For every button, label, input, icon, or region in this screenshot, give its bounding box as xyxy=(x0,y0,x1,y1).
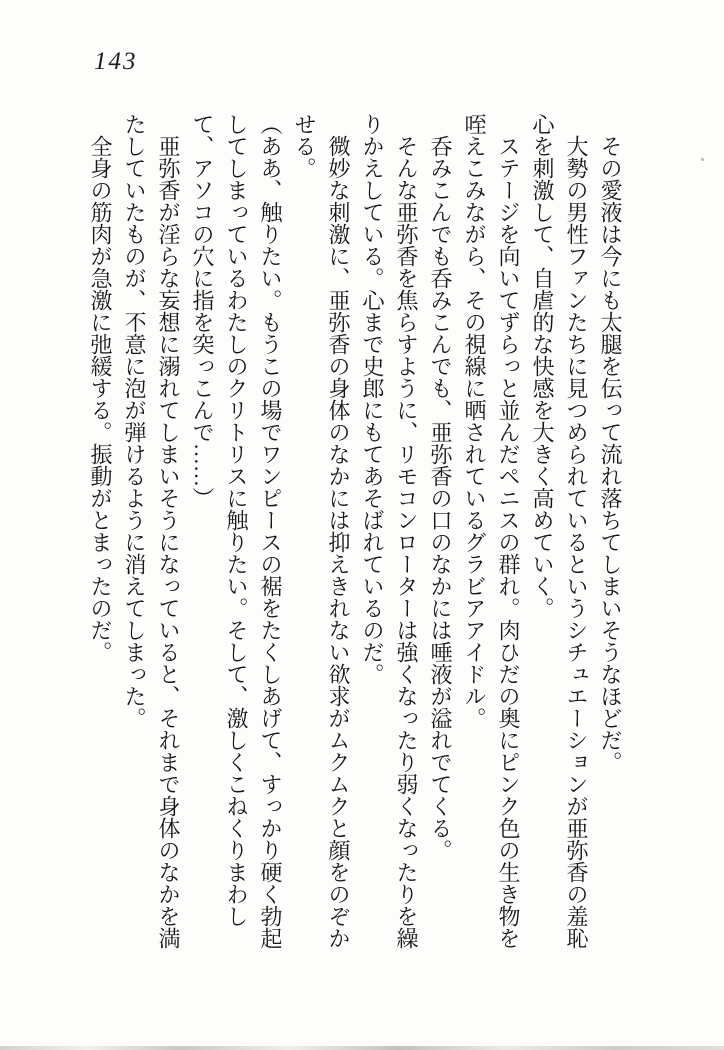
paragraph: （ああ、触りたい。もうこの場でワンピースの裾をたくしあげて、すっかり硬く勃起してしまっているわたしのクリトリスに触りたい。そして、激しくこねくりまわして、アソコの穴に指を突っこんで……） xyxy=(190,113,283,949)
paragraph: そんな亜弥香を焦らすように、リモコンローターは強くなったり弱くなったりを繰りかえしている。心まで史郎にもてあそばれているのだ。 xyxy=(360,113,419,949)
paragraph: 微妙な刺激に、亜弥香の身体のなかには抑えきれない欲求がムクムクと顔をのぞかせる。 xyxy=(292,113,351,949)
text-block xyxy=(81,113,627,953)
paragraph: 全身の筋肉が急激に弛緩する。振動がとまったのだ。 xyxy=(88,135,113,663)
scan-speck xyxy=(701,158,704,161)
paragraph: 呑みこんでも呑みこんでも、亜弥香の口のなかには唾液が溢れでてくる。 xyxy=(428,135,453,861)
paragraph: 亜弥香が淫らな妄想に溺れてしまいそうになっていると、それまで身体のなかを満たしていたものが、不意に泡が弾けるように消えてしまった。 xyxy=(122,113,181,949)
paragraph: 大勢の男性ファンたちに見つめられているというシチュエーションが亜弥香の羞恥心を刺激して、自虐的な快感を大きく高めていく。 xyxy=(530,113,589,949)
paragraph: ステージを向いてずらっと並んだペニスの群れ。肉ひだの奥にピンク色の生き物を咥えこみながら、その視線に晒されているグラビアアイドル。 xyxy=(462,113,521,949)
paragraph: その愛液は今にも太腿を伝って流れ落ちてしまいそうなほどだ。 xyxy=(598,135,623,773)
page-bottom-scan-edge xyxy=(0,1046,724,1050)
page-number: 143 xyxy=(94,48,138,75)
